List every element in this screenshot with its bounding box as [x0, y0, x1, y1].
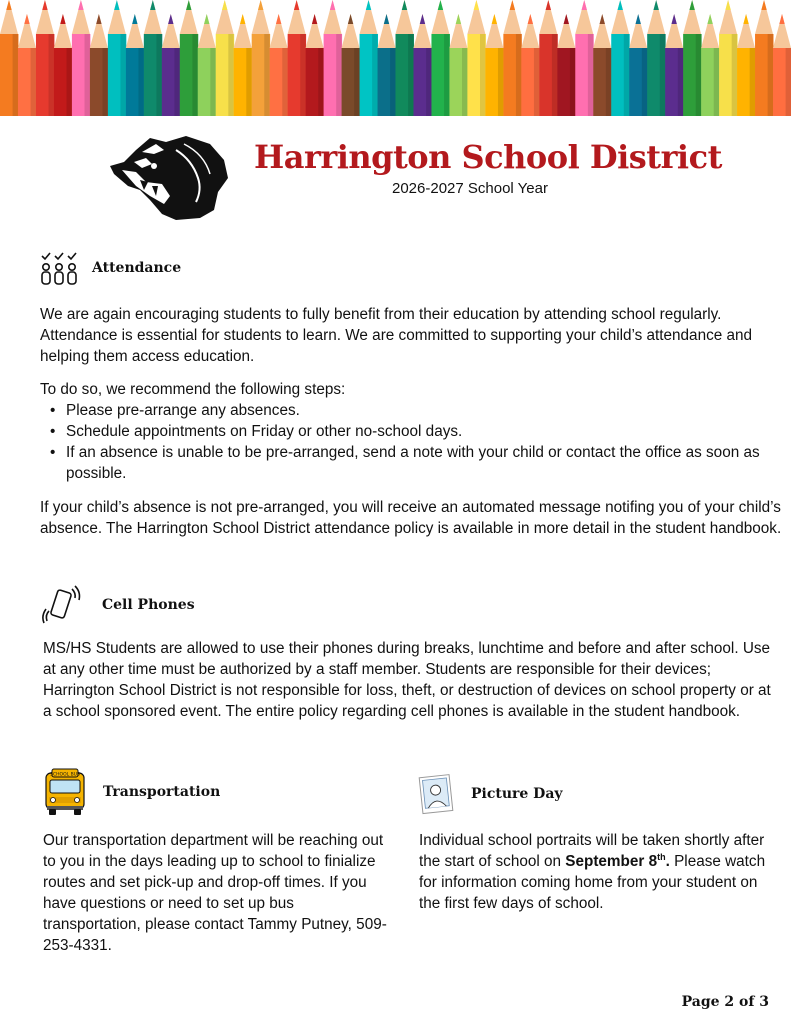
list-item: • Please pre-arrange any absences.: [40, 400, 780, 421]
transportation-heading: [43, 767, 220, 817]
attendance-steps-list: [40, 400, 780, 484]
pencil: [252, 0, 270, 116]
picture-day-date-text: September 8: [565, 853, 658, 870]
pencil: [629, 14, 647, 116]
pencil: [683, 0, 701, 116]
pencil: [701, 14, 719, 116]
attendance-steps-lead: To do so, we recommend the following steps:: [40, 381, 346, 398]
school-bus-icon: [43, 767, 87, 817]
pencil: [665, 14, 683, 116]
school-bus-sign: SCHOOL BUS: [50, 772, 80, 778]
pencil: [593, 14, 611, 116]
pencil: [72, 0, 90, 116]
pencil: [539, 0, 557, 116]
pencil: [503, 0, 521, 116]
pencil: [521, 14, 539, 116]
pencil: [126, 14, 144, 116]
page-number: Page 2 of 3: [681, 994, 769, 1010]
pencil: [90, 14, 108, 116]
attendance-intro: We are again encouraging students to fully benefit from their education by attending school regularly. Attendance is essential for students to learn. We are committed to supporting your child’s attendance and helping them access education.: [40, 306, 752, 365]
list-item: • Schedule appointments on Friday or other no-school days.: [40, 421, 780, 442]
pencil: [306, 14, 324, 116]
picture-day-text: Individual school portraits will be taken shortly after the start of school on: [419, 832, 765, 870]
pencil: [719, 0, 737, 116]
pencil: [737, 14, 755, 116]
pencil: [36, 0, 54, 116]
pencil-border: [0, 0, 791, 116]
pencil: [647, 0, 665, 116]
cell-phones-body: MS/HS Students are allowed to use their phones during breaks, lunchtime and before and after school. Use at any other time must be authorized by a staff member. Students are responsible for their devices; Harrington School District is not responsible for loss, theft, or destruction of devices on school property or at a school sponsored event. The entire policy regarding cell phones is available in the student handbook.: [43, 640, 771, 720]
pencil: [378, 14, 396, 116]
pencil: [0, 0, 18, 116]
school-year-subtitle: 2026-2027 School Year: [392, 180, 548, 197]
pencil: [485, 14, 503, 116]
pencil: [449, 14, 467, 116]
pencil: [18, 14, 36, 116]
pencil: [467, 0, 485, 116]
picture-day-body: [419, 830, 779, 914]
panther-logo: [106, 130, 230, 220]
picture-day-title: Picture Day: [471, 786, 563, 802]
pencil: [162, 14, 180, 116]
transportation-title: Transportation: [103, 784, 221, 800]
pencil: [324, 0, 342, 116]
pencil: [557, 14, 575, 116]
pencil: [108, 0, 126, 116]
pencil: [431, 0, 449, 116]
pencil: [234, 14, 252, 116]
page-header: [0, 126, 791, 226]
pencil: [360, 0, 378, 116]
pencil: [270, 14, 288, 116]
attendance-heading: [40, 250, 181, 286]
pencil: [396, 0, 414, 116]
pencil: [216, 0, 234, 116]
pencil: [575, 0, 593, 116]
list-item: • If an absence is unable to be pre-arranged, send a note with your child or contact the office as soon as possible.: [40, 442, 780, 484]
pencil: [198, 14, 216, 116]
cell-phones-heading: [42, 585, 195, 625]
pencil: [413, 14, 431, 116]
pencil: [342, 14, 360, 116]
picture-day-heading: [417, 772, 563, 816]
pencil: [144, 0, 162, 116]
district-title: Harrington School District: [254, 138, 722, 176]
transportation-body: Our transportation department will be reaching out to you in the days leading up to school to finialize routes and set pick-up and drop-off times. If you have questions or need to set up bus transportation, please contact Tammy Putney, 509-253-4331.: [43, 832, 387, 954]
cell-phone-icon: [42, 585, 86, 625]
picture-day-text-after: Please watch for information coming home from your student on the first few days of school.: [419, 853, 766, 912]
pencil: [180, 0, 198, 116]
attendance-title: Attendance: [92, 260, 182, 276]
attendance-closing: If your child’s absence is not pre-arranged, you will receive an automated message notifing you of your child’s absence. The Harrington School District attendance policy is available in more detail in the student handbook.: [40, 499, 782, 537]
portrait-photo-icon: [417, 772, 457, 816]
picture-day-date: [565, 853, 670, 870]
attendance-checkmarks-icon: [40, 250, 80, 286]
picture-day-date-end: .: [665, 853, 670, 870]
pencil: [755, 0, 773, 116]
pencil: [611, 0, 629, 116]
pencil: [773, 14, 791, 116]
pencil: [54, 14, 72, 116]
pencil: [288, 0, 306, 116]
picture-day-date-suffix: th: [657, 851, 666, 862]
cell-phones-title: Cell Phones: [102, 597, 195, 613]
